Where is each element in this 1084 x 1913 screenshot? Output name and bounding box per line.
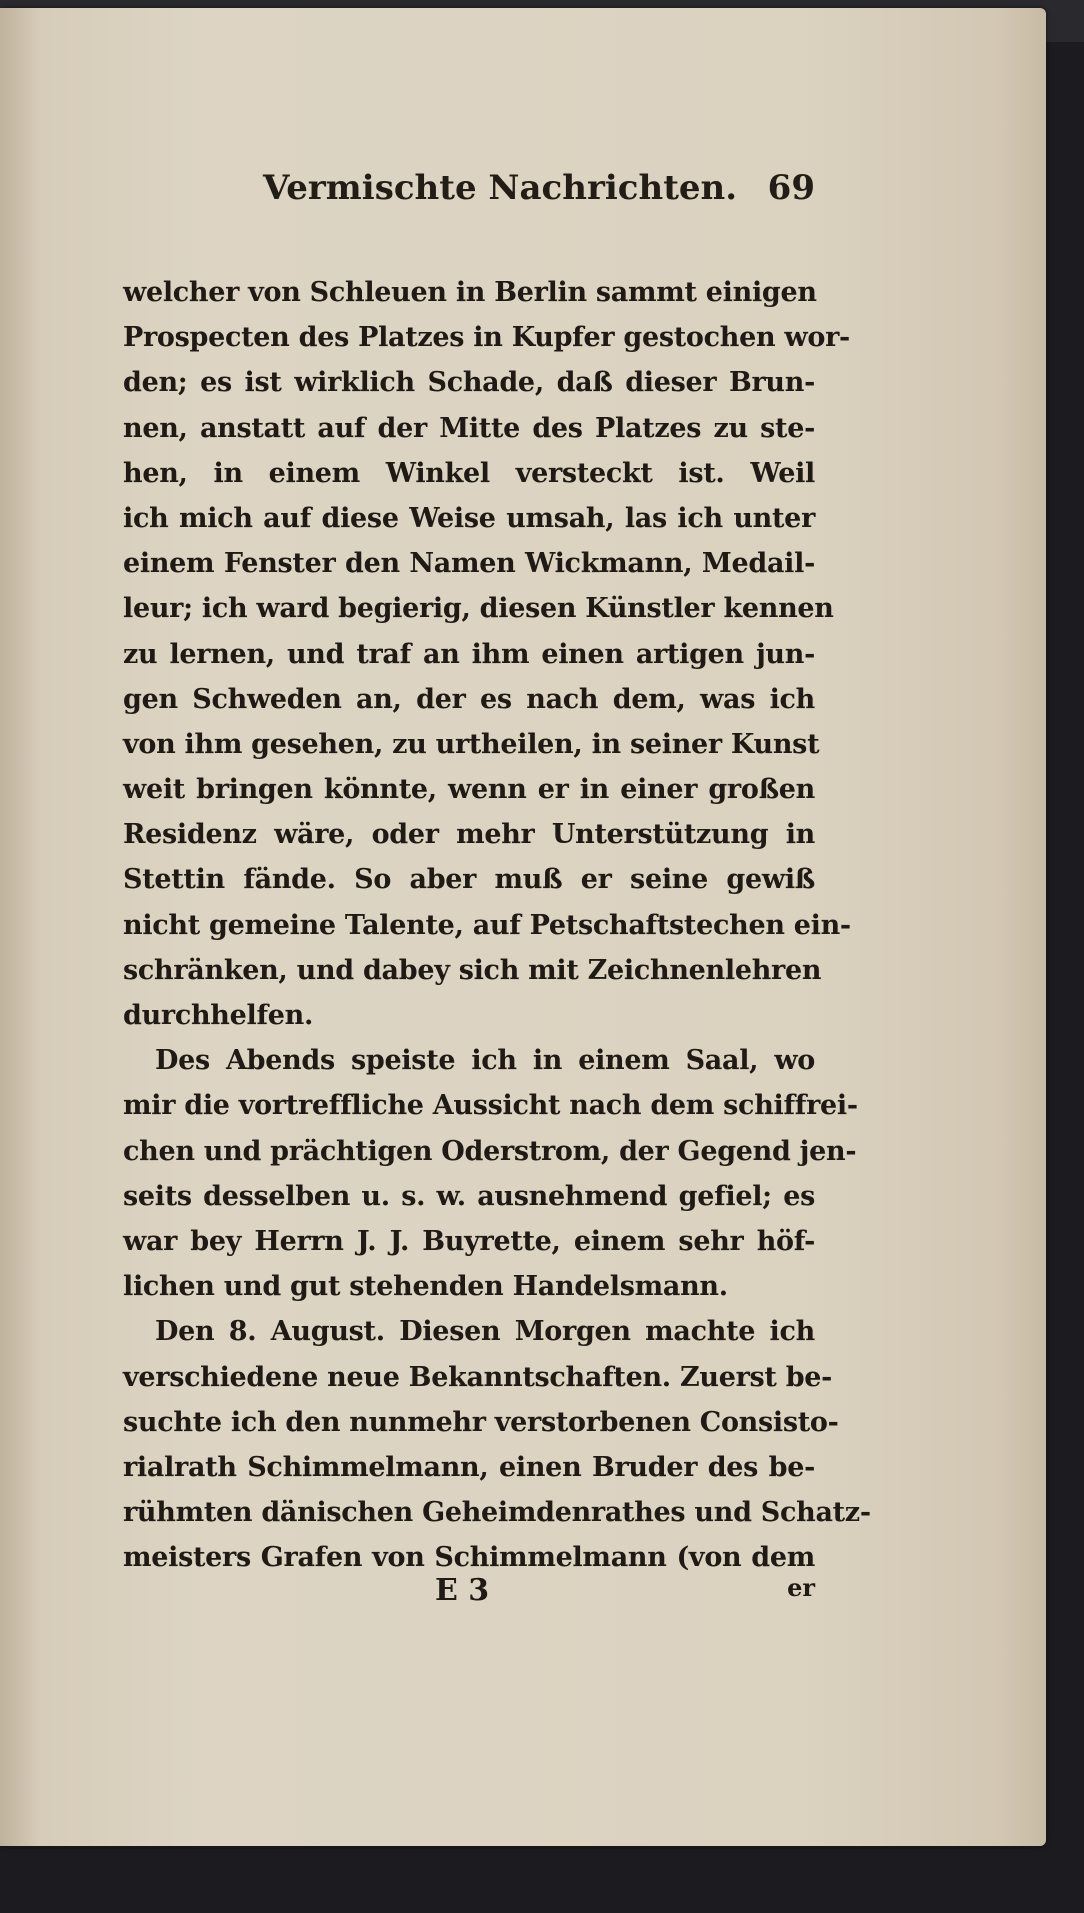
text-line: mir die vortreffliche Aussicht nach dem schiffrei- (123, 1090, 858, 1122)
text-line: Prospecten des Platzes in Kupfer gestochen wor- (123, 322, 850, 354)
text-line: suchte ich den nunmehr verstorbenen Consisto- (123, 1406, 839, 1438)
running-title: Vermischte Nachrichten. (263, 168, 738, 208)
body-text (123, 270, 871, 1580)
text-line: weit bringen könnte, wenn er in einer großen (123, 774, 815, 806)
text-line: leur; ich ward begierig, diesen Künstler kennen (123, 593, 834, 625)
text-line: verschiedene neue Bekanntschaften. Zuerst be- (123, 1361, 833, 1393)
text-line: lichen und gut stehenden Handelsmann. (123, 1271, 728, 1303)
text-line: von ihm gesehen, zu urtheilen, in seiner Kunst (123, 728, 820, 760)
text-line: rühmten dänischen Geheimdenrathes und Schatz- (123, 1497, 871, 1529)
signature-mark: E 3 (435, 1573, 490, 1608)
text-line: Des Abends speiste ich in einem Saal, wo (155, 1045, 815, 1077)
text-line: einem Fenster den Namen Wickmann, Medail- (123, 548, 815, 580)
text-line: gen Schweden an, der es nach dem, was ich (123, 683, 815, 715)
page-header (123, 168, 815, 218)
page-footer (123, 1573, 815, 1618)
text-line: Den 8. August. Diesen Morgen machte ich (155, 1316, 815, 1348)
text-line: schränken, und dabey sich mit Zeichnenlehren (123, 954, 822, 986)
catchword: er (787, 1573, 815, 1602)
text-line: rialrath Schimmelmann, einen Bruder des be- (123, 1451, 815, 1483)
text-line: seits desselben u. s. w. ausnehmend gefiel; es (123, 1180, 815, 1212)
text-line: Residenz wäre, oder mehr Unterstützung in (123, 819, 815, 851)
text-line: den; es ist wirklich Schade, daß dieser Brun- (123, 367, 815, 399)
text-line: hen, in einem Winkel versteckt ist. Weil (123, 457, 815, 489)
text-line: Stettin fände. So aber muß er seine gewiß (123, 864, 815, 896)
text-line: meisters Grafen von Schimmelmann (von dem (123, 1542, 815, 1574)
text-line: zu lernen, und traf an ihm einen artigen jun- (123, 638, 815, 670)
text-line: nicht gemeine Talente, auf Petschaftstechen ein- (123, 909, 851, 941)
text-line: war bey Herrn J. J. Buyrette, einem sehr höf- (123, 1225, 815, 1257)
text-line: welcher von Schleuen in Berlin sammt einigen (123, 277, 817, 308)
text-line: nen, anstatt auf der Mitte des Platzes zu ste- (123, 412, 815, 444)
page-number: 69 (767, 168, 815, 208)
book-page (0, 8, 1046, 1846)
text-line: chen und prächtigen Oderstrom, der Gegend jen- (123, 1135, 857, 1167)
text-line: ich mich auf diese Weise umsah, las ich unter (123, 502, 815, 534)
text-line: durchhelfen. (123, 1000, 314, 1031)
